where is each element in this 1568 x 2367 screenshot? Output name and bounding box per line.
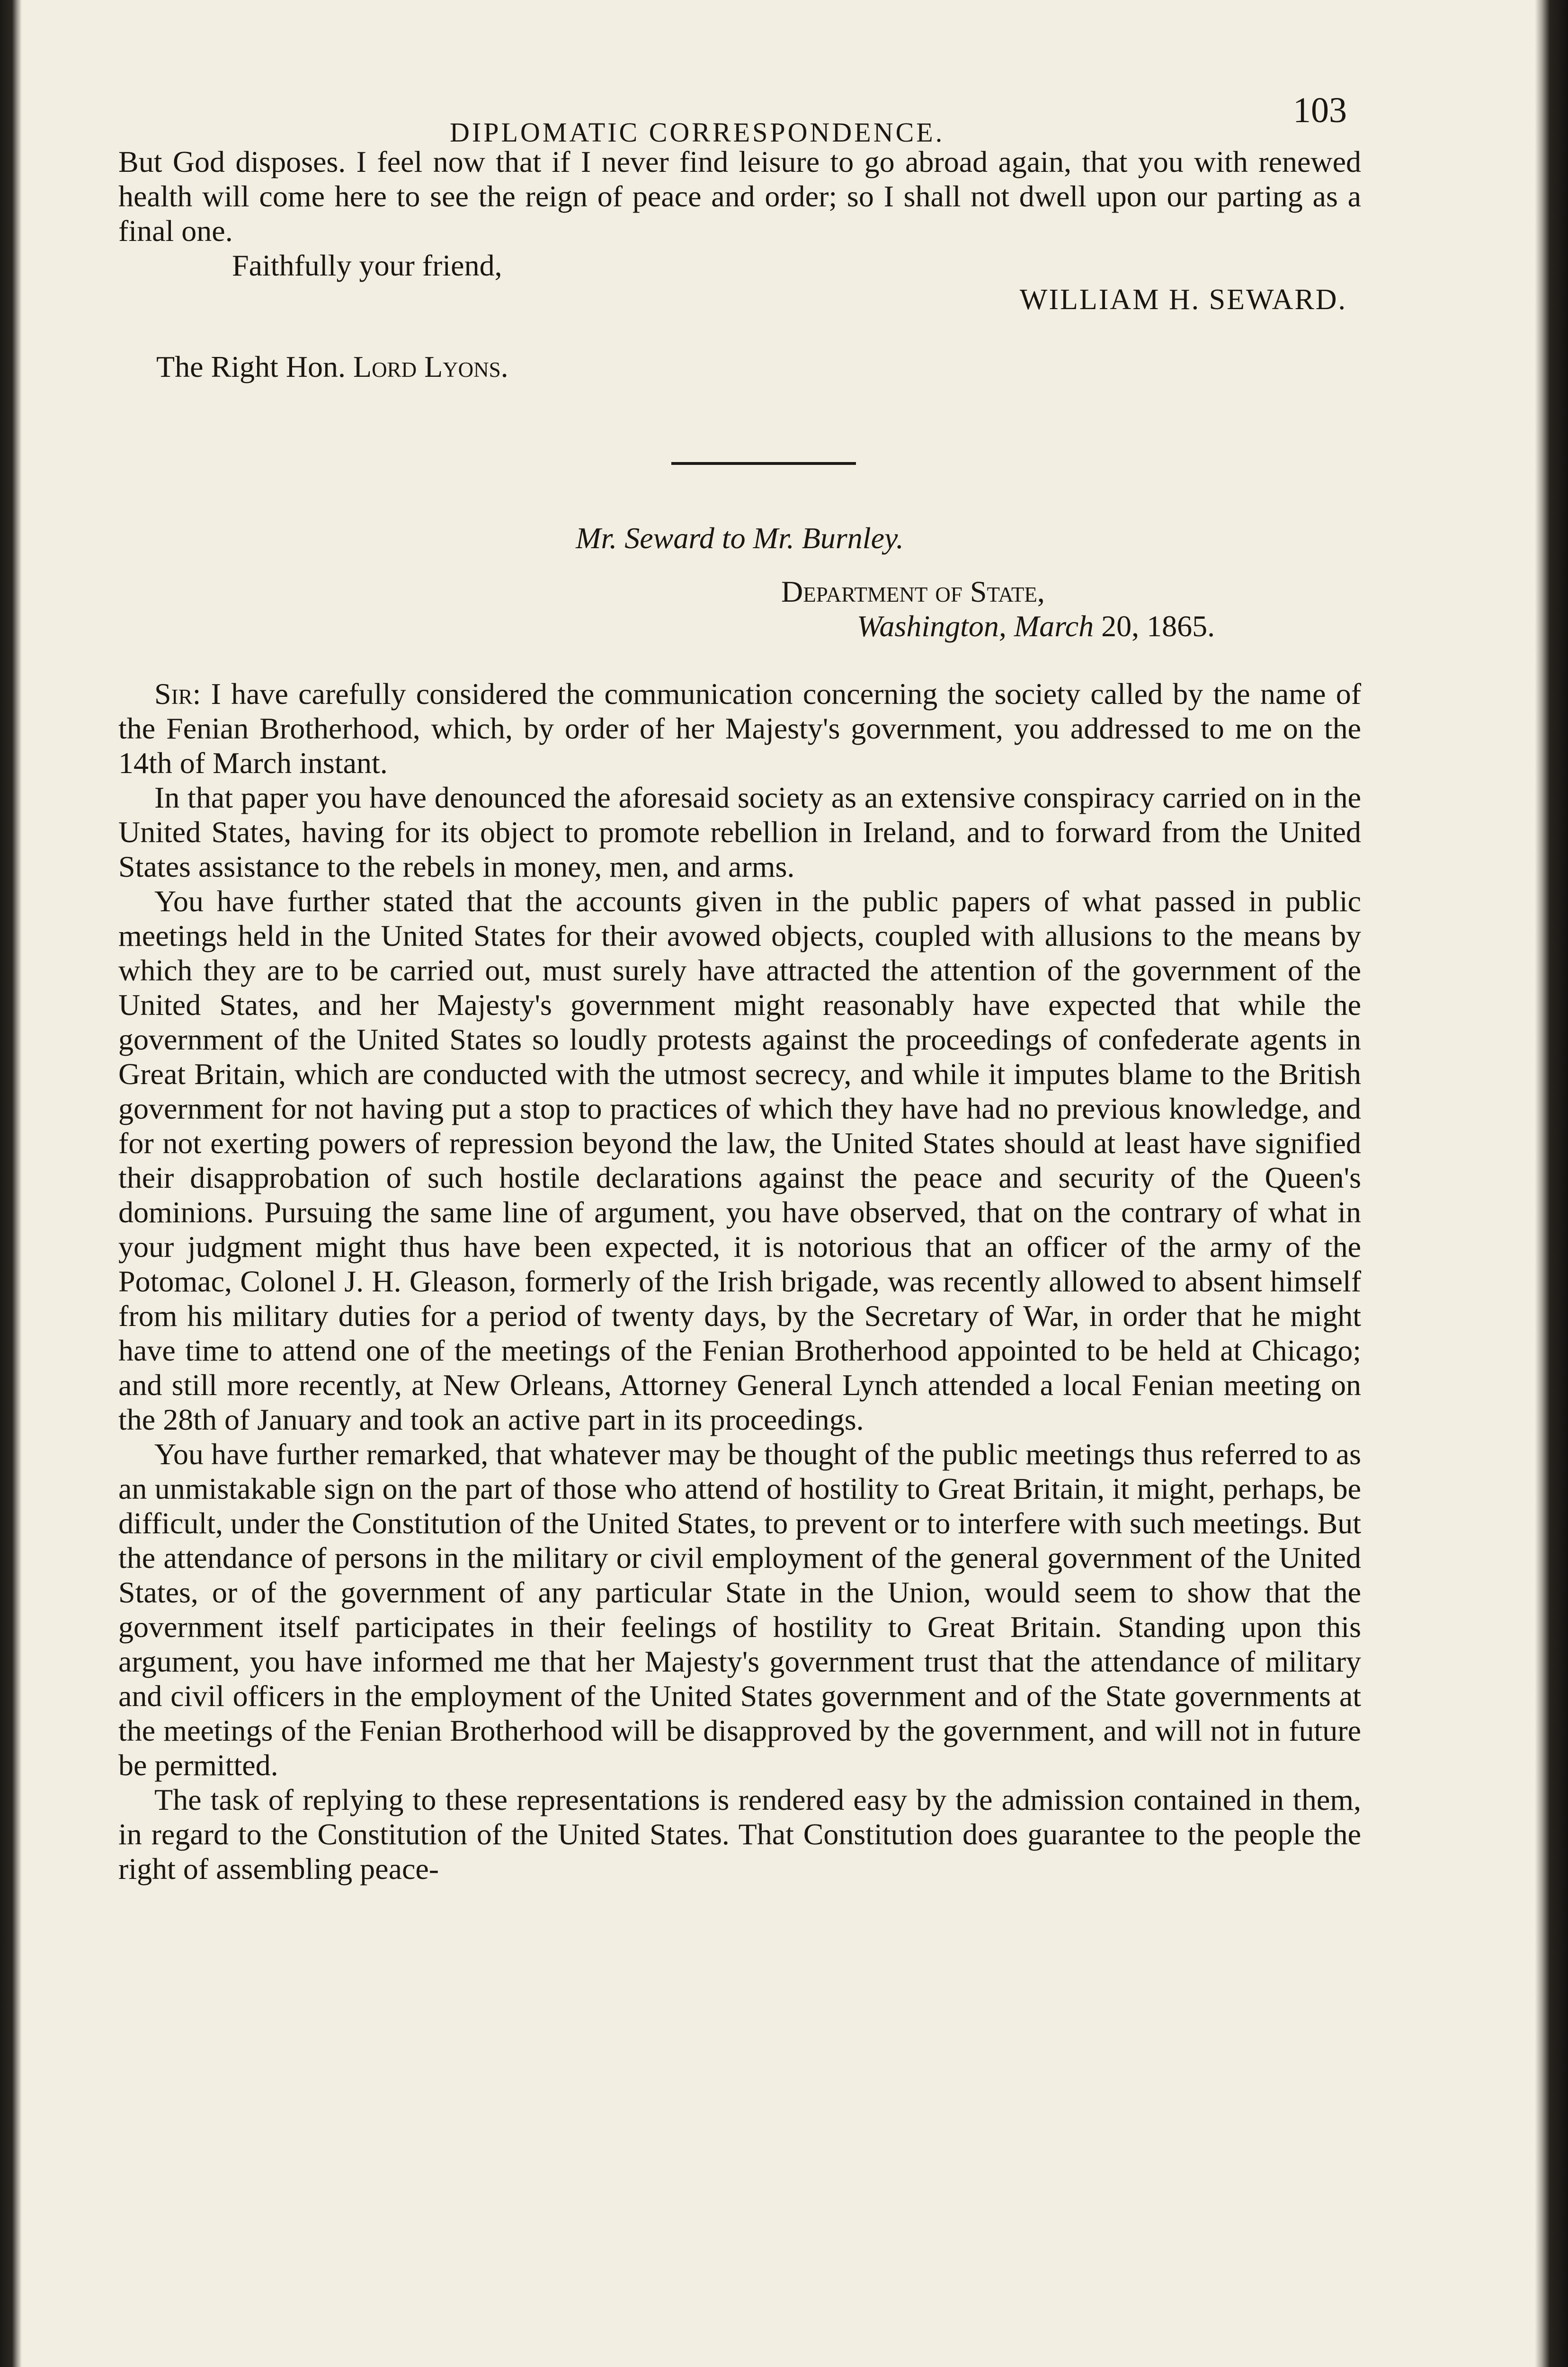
recipient-name: Lord Lyons.	[353, 350, 508, 383]
paragraph-1-text: : I have carefully considered the communication concerning the society called by the name of the Fenian Brotherhood, which, by order of her Majesty's government, you addressed to me on the 14th of March instant.	[118, 677, 1361, 780]
dateline-month: March	[1014, 609, 1094, 643]
letter-closing: Faithfully your friend,	[232, 249, 502, 282]
dateline-department: Department of State,	[781, 575, 1045, 608]
page-content	[118, 88, 1361, 1886]
scan-edge-right	[1535, 0, 1568, 2367]
paragraph-3: You have further stated that the accounts given in the public papers of what passed in public meetings held in the United States for their avowed objects, coupled with allusions to the means by which they are to be carried out, must surely have attracted the attention of the government of the United States, and her Majesty's government might reasonably have expected that while the government of the United States so loudly protests against the proceedings of confederate agents in Great Britain, which are conducted with the utmost secrecy, and while it imputes blame to the British government for not having put a stop to practices of which they have had no previous knowledge, and for not exerting powers of repression beyond the law, the United States should at least have signified their disapprobation of such hostile declarations against the peace and security of the Queen's dominions. Pursuing the same line of argument, you have observed, that on the contrary of what in your judgment might thus have been expected, it is notorious that an officer of the army of the Potomac, Colonel J. H. Gleason, formerly of the Irish brigade, was recently allowed to absent himself from his military duties for a period of twenty days, by the Secretary of War, in order that he might have time to attend one of the meetings of the Fenian Brotherhood appointed to be held at Chicago; and still more recently, at New Orleans, Attorney General Lynch attended a local Fenian meeting on the 28th of January and took an active part in its proceedings.	[118, 884, 1361, 1436]
recipient-line	[156, 349, 1361, 384]
letter-body	[118, 676, 1361, 1886]
paragraph-5: The task of replying to these representations is rendered easy by the admission contained in them, in regard to the Constitution of the United States. That Constitution does guarantee to the people the right of assembling peace-	[118, 1783, 1361, 1886]
running-title: DIPLOMATIC CORRESPONDENCE.	[450, 117, 945, 148]
dateline-day-year: 20, 1865.	[1094, 609, 1215, 643]
prev-letter-text: But God disposes. I feel now that if I never find leisure to go abroad again, that you with renewed health will come here to see the reign of peace and order; so I shall not dwell upon our parting as a final one.	[118, 145, 1361, 248]
signature: WILLIAM H. SEWARD.	[1019, 284, 1347, 316]
dateline-date	[857, 609, 1361, 643]
paragraph-1	[118, 676, 1361, 780]
page-number: 103	[1293, 90, 1347, 130]
dateline-place: Washington,	[857, 609, 1007, 643]
salutation: Sir	[154, 677, 193, 711]
paragraph-4: You have further remarked, that whatever may be thought of the public meetings thus referred to as an unmistakable sign on the part of those who attend of hostility to Great Britain, it might, perhaps, be difficult, under the Constitution of the United States, to prevent or to interfere with such meetings. But the attendance of persons in the military or civil employment of the general government of the United States, or of the government of any particular State in the Union, would seem to show that the government itself participates in their feelings of hostility to Great Britain. Standing upon this argument, you have informed me that her Majesty's government trust that the attendance of military and civil officers in the employment of the United States government and of the State governments at the meetings of the Fenian Brotherhood will be disapproved by the government, and will not in future be permitted.	[118, 1437, 1361, 1782]
recipient-prefix: The Right Hon.	[156, 350, 353, 383]
letter-title: Mr. Seward to Mr. Burnley.	[576, 521, 904, 555]
page-header	[118, 88, 1361, 148]
dateline	[781, 574, 1361, 643]
scan-edge-left	[0, 0, 22, 2367]
section-divider	[671, 462, 856, 465]
paragraph-2: In that paper you have denounced the aforesaid society as an extensive conspiracy carried on in the United States, having for its object to promote rebellion in Ireland, and to forward from the United States assistance to the rebels in money, men, and arms.	[118, 781, 1361, 883]
